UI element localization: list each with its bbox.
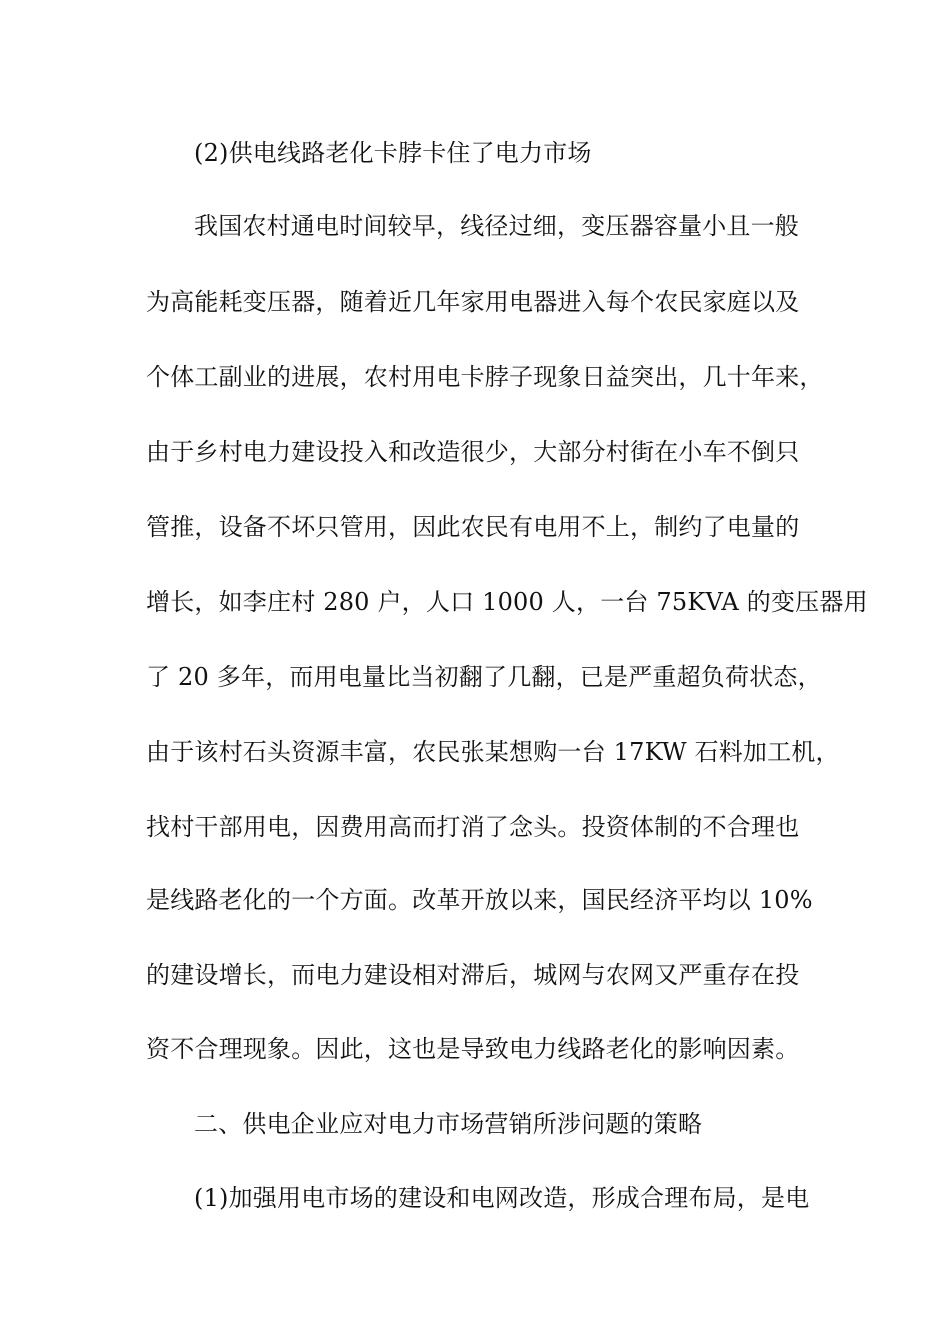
paragraph-line: 增长，如李庄村 280 户，人口 1000 人，一台 75KVA 的变压器用 [146, 588, 868, 616]
paragraph-line: 我国农村通电时间较早，线径过细，变压器容量小且一般 [194, 212, 799, 240]
paragraph-line: 找村干部用电，因费用高而打消了念头。投资体制的不合理也 [146, 813, 800, 841]
paragraph-line: 为高能耗变压器，随着近几年家用电器进入每个农民家庭以及 [146, 288, 800, 316]
section-heading-2: 二、供电企业应对电力市场营销所涉问题的策略 [194, 1110, 703, 1138]
paragraph-line: 由于该村石头资源丰富，农民张某想购一台 17KW 石料加工机， [146, 738, 840, 766]
paragraph-line: 由于乡村电力建设投入和改造很少，大部分村街在小车不倒只 [146, 438, 800, 466]
paragraph-line: 是线路老化的一个方面。改革开放以来，国民经济平均以 10% [146, 886, 813, 914]
subheading-1: (1)加强用电市场的建设和电网改造，形成合理布局，是电 [194, 1184, 810, 1212]
paragraph-line: 了 20 多年，而用电量比当初翻了几翻，已是严重超负荷状态， [146, 663, 822, 691]
paragraph-line: 管推，设备不坏只管用，因此农民有电用不上，制约了电量的 [146, 513, 800, 541]
subheading-2: (2)供电线路老化卡脖卡住了电力市场 [194, 139, 592, 167]
paragraph-line: 资不合理现象。因此，这也是导致电力线路老化的影响因素。 [146, 1035, 800, 1063]
paragraph-line: 的建设增长，而电力建设相对滞后，城网与农网又严重存在投 [146, 961, 800, 989]
paragraph-line: 个体工副业的进展，农村用电卡脖子现象日益突出，几十年来， [146, 363, 824, 391]
